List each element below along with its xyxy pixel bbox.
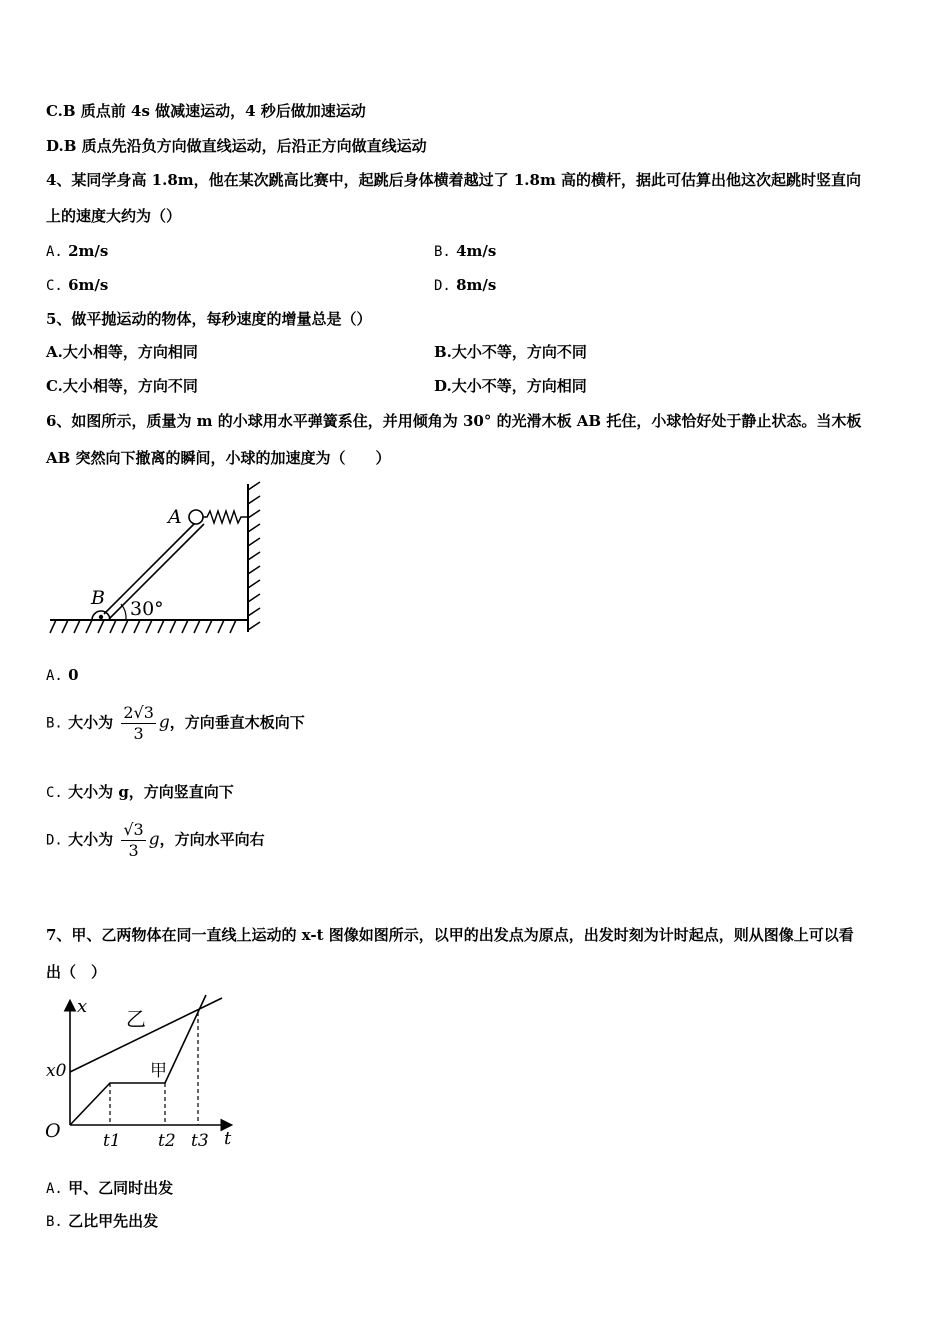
q6-option-b-g: g bbox=[158, 712, 170, 733]
q6-option-b-denominator: 3 bbox=[133, 724, 144, 743]
t2-label: t2 bbox=[158, 1131, 176, 1151]
ball bbox=[189, 510, 203, 524]
hinge-pin bbox=[99, 615, 103, 619]
q3-option-d: D.B 质点先沿负方向做直线运动，后沿正方向做直线运动 bbox=[46, 137, 427, 155]
q6-option-b bbox=[46, 703, 305, 744]
q6-stem-line1: 6、如图所示，质量为 m 的小球用水平弹簧系住，并用倾角为 30° 的光滑木板 AB 托住，小球恰好处于静止状态。当木板 bbox=[46, 412, 862, 430]
q4-option-a-label: A. bbox=[46, 244, 63, 260]
q4-option-d bbox=[434, 275, 496, 296]
q7-stem-line1: 7、甲、乙两物体在同一直线上运动的 x-t 图像如图所示，以甲的出发点为原点，出发时刻为计时起点，则从图像上可以看 bbox=[46, 926, 854, 944]
q6-option-a-text: 0 bbox=[68, 666, 79, 684]
q4-option-b bbox=[434, 241, 496, 262]
t-axis-label: t bbox=[224, 1128, 232, 1149]
series-yi-label: 乙 bbox=[126, 1007, 146, 1031]
q6-option-d-label: D. bbox=[46, 832, 63, 849]
q4-option-d-text: 8m/s bbox=[456, 276, 497, 294]
q6-option-b-pre: 大小为 bbox=[68, 713, 114, 732]
q7-xt-graph bbox=[40, 990, 250, 1162]
q6-option-b-fraction bbox=[121, 703, 156, 744]
spring bbox=[203, 511, 248, 523]
fig-label-a: A bbox=[168, 506, 182, 528]
ground-hatch bbox=[50, 620, 236, 633]
x-axis-label: x bbox=[77, 996, 88, 1017]
series-jia-label: 甲 bbox=[150, 1061, 167, 1081]
wall-hatch bbox=[248, 482, 260, 630]
q7-option-b bbox=[46, 1211, 158, 1232]
q4-option-b-text: 4m/s bbox=[456, 242, 497, 260]
q5-option-b: B.大小不等，方向不同 bbox=[434, 343, 587, 361]
q6-option-d-post: ，方向水平向右 bbox=[159, 830, 265, 849]
q6-option-d-pre: 大小为 bbox=[68, 830, 114, 849]
q6-option-b-numerator: 2√3 bbox=[123, 703, 154, 722]
q7-stem-line2: 出（ ） bbox=[46, 963, 107, 981]
q4-option-d-label: D. bbox=[434, 278, 451, 294]
q7-option-a-label: A. bbox=[46, 1181, 63, 1197]
q6-stem-line2: AB 突然向下撤离的瞬间，小球的加速度为（ ） bbox=[46, 449, 391, 467]
q6-option-b-post: ，方向垂直木板向下 bbox=[169, 713, 305, 732]
q4-option-c-text: 6m/s bbox=[68, 276, 109, 294]
q4-stem-line2: 上的速度大约为（） bbox=[46, 207, 182, 225]
q4-option-a-text: 2m/s bbox=[68, 242, 109, 260]
t1-label: t1 bbox=[103, 1131, 121, 1151]
q5-stem: 5、做平抛运动的物体，每秒速度的增量总是（） bbox=[46, 310, 372, 328]
q7-option-a bbox=[46, 1178, 173, 1199]
q6-option-d-numerator: √3 bbox=[123, 820, 144, 839]
q6-option-d-fraction bbox=[121, 820, 145, 861]
origin-label: O bbox=[45, 1120, 61, 1142]
q6-option-a-label: A. bbox=[46, 668, 63, 684]
q6-option-a bbox=[46, 665, 79, 686]
q6-option-d-g: g bbox=[148, 829, 160, 850]
q6-option-c-label: C. bbox=[46, 785, 63, 801]
q5-option-c: C.大小相等，方向不同 bbox=[46, 377, 198, 395]
t3-label: t3 bbox=[191, 1131, 209, 1151]
q7-option-a-text: 甲、乙同时出发 bbox=[68, 1179, 174, 1197]
q6-option-b-label: B. bbox=[46, 715, 63, 732]
q6-option-d bbox=[46, 820, 265, 861]
q4-option-c-label: C. bbox=[46, 278, 63, 294]
q6-figure-incline-spring bbox=[44, 480, 269, 640]
x0-label: x0 bbox=[46, 1061, 67, 1081]
q4-option-b-label: B. bbox=[434, 244, 451, 260]
q3-option-c: C.B 质点前 4s 做减速运动，4 秒后做加速运动 bbox=[46, 102, 366, 120]
q6-option-c bbox=[46, 782, 234, 803]
q7-option-b-text: 乙比甲先出发 bbox=[68, 1212, 159, 1230]
q4-option-a bbox=[46, 241, 108, 262]
fig-label-b: B bbox=[91, 587, 105, 609]
q7-option-b-label: B. bbox=[46, 1214, 63, 1230]
fig-angle-label: 30° bbox=[130, 598, 164, 620]
q6-option-c-text: 大小为 g，方向竖直向下 bbox=[68, 783, 234, 801]
q5-option-a: A.大小相等，方向相同 bbox=[46, 343, 198, 361]
q6-option-d-denominator: 3 bbox=[128, 841, 139, 860]
q4-stem-line1: 4、某同学身高 1.8m，他在某次跳高比赛中，起跳后身体横着越过了 1.8m 高的横杆，据此可估算出他这次起跳时竖直向 bbox=[46, 171, 862, 189]
q4-option-c bbox=[46, 275, 108, 296]
q5-option-d: D.大小不等，方向相同 bbox=[434, 377, 587, 395]
